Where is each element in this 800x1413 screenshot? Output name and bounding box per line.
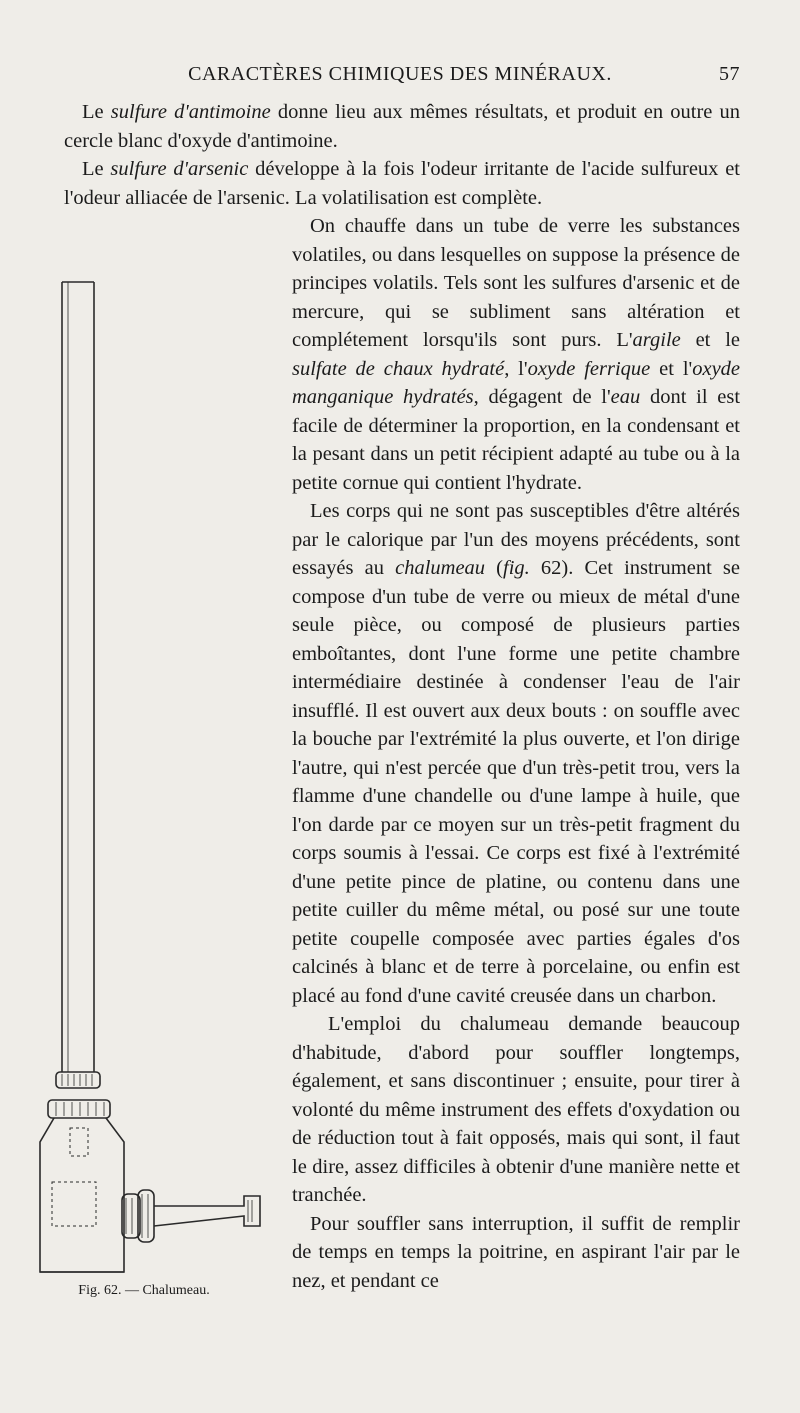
italic-term: sulfure d'arsenic <box>110 158 249 180</box>
italic-term: sulfate de chaux hydraté <box>292 357 505 380</box>
body-text <box>64 98 740 1302</box>
paragraph-sulfure-arsenic <box>64 155 740 212</box>
paragraph-text: , l' <box>504 357 528 380</box>
italic-term: sulfure d'antimoine <box>110 101 271 123</box>
figure-chalumeau <box>34 212 282 1302</box>
paragraph-text: donne lieu aux mêmes résultats, et produit en outre un cercle blanc d'oxyde d'antimoine. <box>64 101 741 152</box>
paragraph-text: et l' <box>650 357 693 380</box>
paragraph-text: et le <box>680 329 740 351</box>
paragraph-text: , dégagent de l' <box>473 386 611 408</box>
paragraph-emploi-chalumeau: L'emploi du chalumeau demande beaucoup d'habitude, d'abord pour souffler longtemps, également, et sans discontinuer ; ensuite, pour tirer à volonté du même instrument des effets d'oxydation ou de réduction tout à fait opposés, mais qui sont, il faut le dire, assez difficiles à obtenir d'une manière nette et tranchée. <box>292 1013 740 1206</box>
italic-term: argile <box>632 329 681 351</box>
paragraph-text: développe à la fois l'odeur irritante de l'acide sulfureux et l'odeur alliacée de l'arsenic. La volatilisation est complète. <box>64 158 740 209</box>
italic-term: chalumeau <box>395 557 486 579</box>
paragraph-text: Les corps qui ne sont pas susceptibles d'être altérés par le calorique par l'un des moyens précédents, sont essayés au <box>292 500 740 579</box>
italic-term: eau <box>610 386 641 408</box>
italic-term: oxyde manganique hydratés <box>292 357 741 408</box>
paragraph-text: On chauffe dans un tube de verre les substances volatiles, ou dans lesquelles on suppose la présence de principes volatils. Tels sont les sulfures d'arsenic et de mercure, qui se subliment sans altération et complétement lorsqu'ils sont purs. L' <box>292 215 740 351</box>
paragraph-text: Le <box>82 158 111 180</box>
paragraph-text: Le <box>82 101 111 123</box>
paragraph-souffler: Pour souffler sans interruption, il suffit de remplir de temps en temps la poitrine, en aspirant l'air par le nez, et pendant ce <box>292 1212 740 1292</box>
running-title: CARACTÈRES CHIMIQUES DES MINÉRAUX. <box>188 63 612 85</box>
paragraph-sulfure-antimoine <box>64 98 740 155</box>
paragraph-text: ( <box>485 557 504 579</box>
figure-caption: Fig. 62. — Chalumeau. <box>78 1283 210 1298</box>
blowpipe-illustration <box>34 212 282 1302</box>
running-header <box>60 63 740 93</box>
paragraph-text: dont il est facile de déterminer la proportion, en la condensant et la pesant dans un petit récipient adapté au tube ou à la petite cornue qui contient l'hydrate. <box>292 386 741 494</box>
paragraph-text: 62). Cet instrument se compose d'un tube de verre ou mieux de métal d'une seule pièce, ou composé de plusieurs parties emboîtantes, dont l'une forme une petite chambre intermédiaire destinée à condenser l'eau de l'air insufflé. Il est ouvert aux deux bouts : on souffle avec la bouche par l'extrémité la plus ouverte, et l'on dirige l'autre, qui n'est percée que d'un très-petit trou, vers la flamme d'une chandelle ou d'une lampe à huile, que l'on darde par ce moyen sur un très-petit fragment du corps soumis à l'essai. Ce corps est fixé à l'extrémité d'une petite pince de platine, ou contenu dans une petite cuiller du même métal, ou posé sur une toute petite coupelle composée avec parties égales d'os calcinés à blanc et de terre à porcelaine, ou enfin est placé au fond d'une cavité creusée dans un charbon. <box>292 557 740 1007</box>
page-number: 57 <box>719 63 740 85</box>
italic-term: fig. <box>503 557 530 579</box>
italic-term: oxyde ferrique <box>527 357 651 380</box>
